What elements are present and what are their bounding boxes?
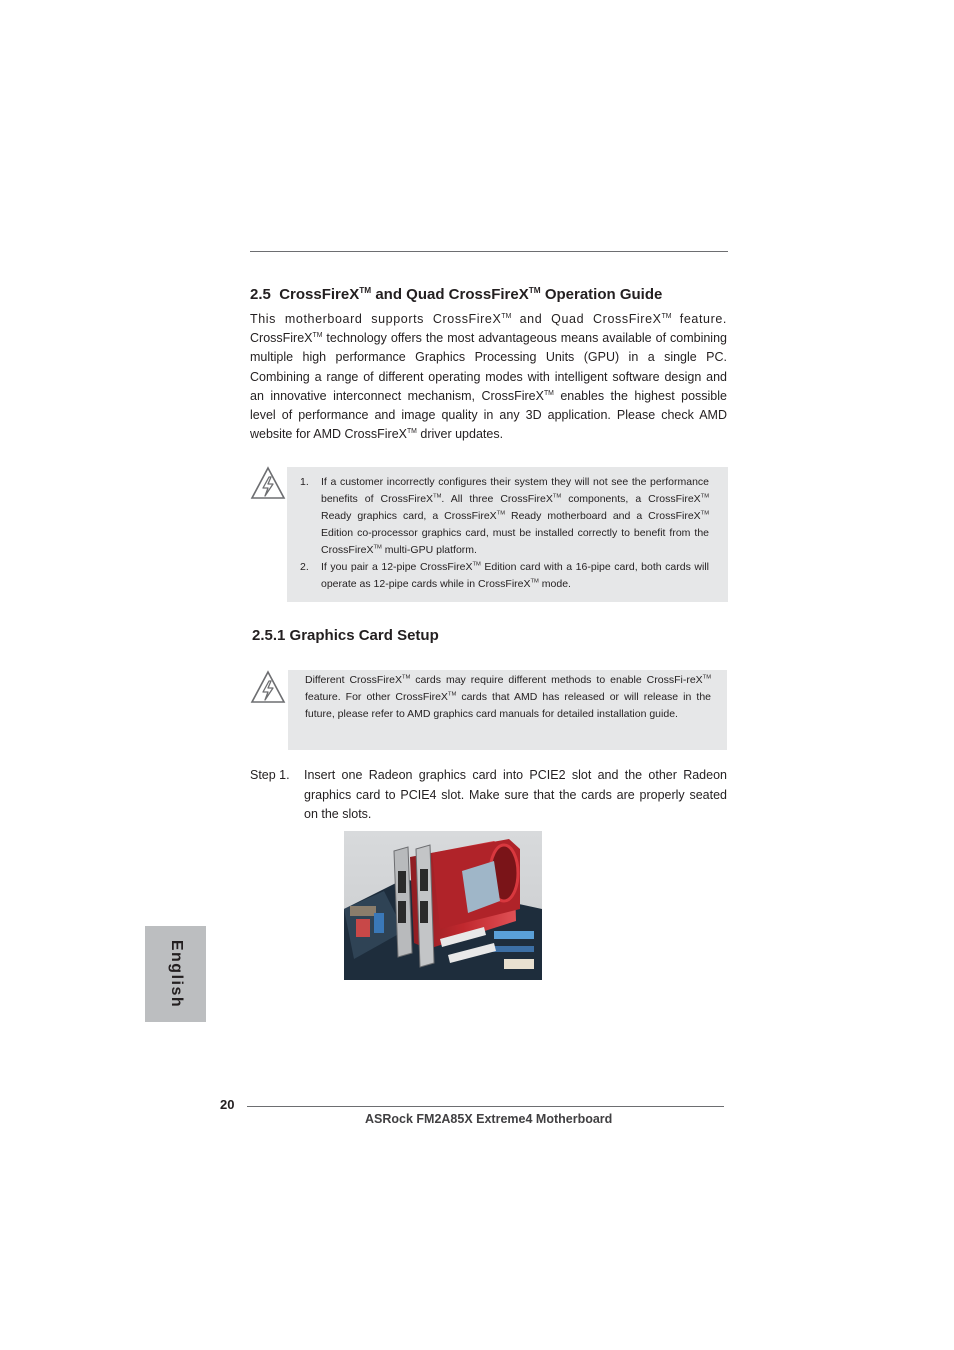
warning-icon <box>250 670 286 706</box>
footer-product-name: ASRock FM2A85X Extreme4 Motherboard <box>365 1112 613 1126</box>
intro-paragraph: This motherboard supports CrossFireX™ and Quad CrossFireX™ feature. CrossFireX™ technology offers the most advantageous means available of combining multiple high performance Graphics Processing Units (GPU) in a single PC. Combining a range of different operating modes with intelligent software design and an innovative interconnect mechanism, CrossFireX™ enables the highest possible level of performance and image quality in any 3D application. Please check AMD website for AMD CrossFireX™ driver updates. <box>250 312 727 442</box>
header-rule <box>250 251 728 252</box>
warning-icon <box>250 466 286 502</box>
footer-rule <box>247 1106 724 1107</box>
note-item: 1. If a customer incorrectly configures their system they will not see the performance benefits of CrossFireX™. All three CrossFireX™ components, a CrossFireX™ Ready graphics card, a CrossFireX™ Ready motherboard and a CrossFireX™ Edition co-processor graphics card, must be installed correctly to benefit from the CrossFireX™ multi-GPU platform. <box>300 476 710 556</box>
note-box-graphics-setup: Different CrossFireX™ cards may require different methods to enable CrossFi-reX™ feature. For other CrossFireX™ cards that AMD has released or will release in the future, please refer to AMD graphics card manuals for detailed installation guide. <box>288 670 727 750</box>
graphics-cards-photo <box>344 831 542 980</box>
page-number: 20 <box>220 1097 235 1112</box>
subsection-heading: 2.5.1 Graphics Card Setup <box>252 627 439 644</box>
step-label: Step 1. <box>250 768 290 782</box>
section-heading: 2.5 CrossFireX™ and Quad CrossFireX™ Operation Guide <box>250 286 663 303</box>
step-text: Insert one Radeon graphics card into PCIE2 slot and the other Radeon graphics card to PCIE4 slot. Make sure that the cards are properly seated on the slots. <box>304 768 727 821</box>
language-tab: English <box>145 926 206 1022</box>
note-item: 2. If you pair a 12-pipe CrossFireX™ Edition card with a 16-pipe card, both cards will operate as 12-pipe cards while in CrossFireX™ mode. <box>300 561 709 590</box>
note-box-crossfirex <box>287 467 728 602</box>
